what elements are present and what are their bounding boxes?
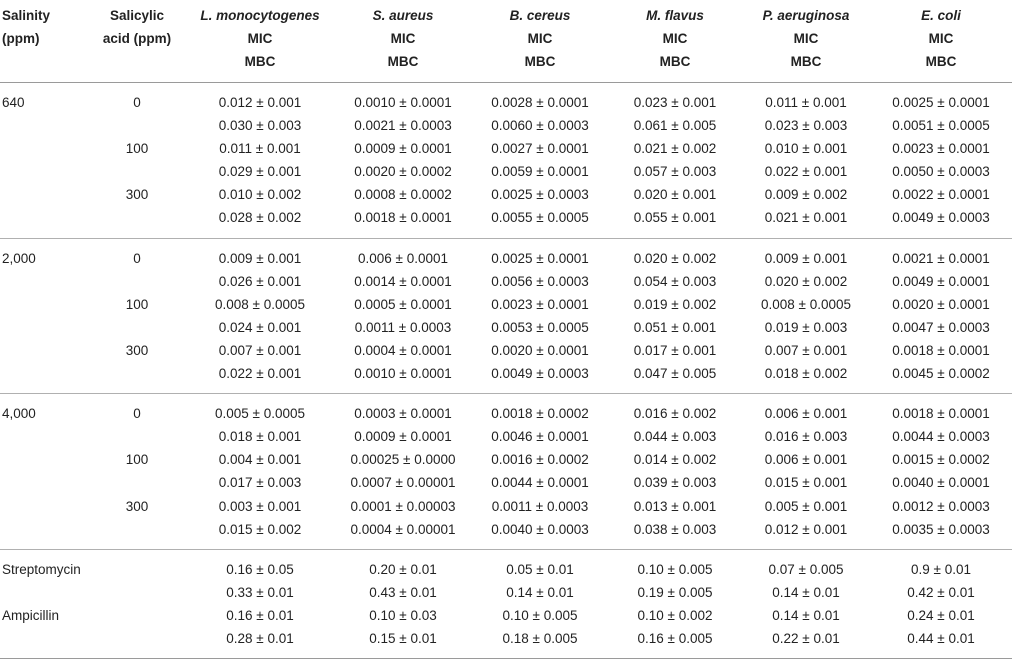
species-header: L. monocytogenes MIC MBC [200,8,320,69]
value-cell: 0.008 ± 0.0005 [761,296,851,312]
salinity-cell [0,316,88,339]
value-cell: 0.0008 ± 0.0002 [354,187,452,203]
acid-header: Salicylic acid (ppm) [102,8,172,46]
salinity-cell [0,362,88,394]
value-cell: 0.010 ± 0.001 [764,141,848,157]
salinity-cell [0,425,88,448]
value-cell: 0.0004 ± 0.0001 [354,342,452,358]
value-cell: 0.019 ± 0.002 [633,296,717,312]
value-cell: 0.061 ± 0.005 [633,118,717,134]
value-cell: 0.047 ± 0.005 [633,366,717,382]
acid-cell [88,316,186,339]
value-cell: 0.016 ± 0.003 [764,429,848,445]
salinity-cell [0,293,88,316]
value-cell: 0.16 ± 0.05 [226,561,294,577]
value-cell: 0.024 ± 0.001 [218,319,302,335]
value-cell: 0.006 ± 0.001 [764,452,848,468]
value-cell: 0.43 ± 0.01 [369,584,437,600]
value-cell: 0.0003 ± 0.0001 [354,406,452,422]
value-cell: 0.009 ± 0.001 [764,250,848,266]
value-cell: 0.0018 ± 0.0001 [354,210,452,226]
acid-cell: 0 [133,95,141,110]
acid-cell [88,114,186,137]
value-cell: 0.0020 ± 0.0001 [491,342,589,358]
value-cell: 0.0010 ± 0.0001 [354,366,452,382]
table-row [0,238,1012,270]
value-cell: 0.020 ± 0.002 [633,250,717,266]
value-cell: 0.07 ± 0.005 [768,561,844,577]
salinity-cell: 2,000 [2,250,36,266]
value-cell: 0.021 ± 0.001 [764,210,848,226]
salinity-cell [0,160,88,183]
value-cell: 0.19 ± 0.005 [637,584,713,600]
value-cell: 0.009 ± 0.002 [764,187,848,203]
value-cell: 0.0015 ± 0.0002 [892,452,990,468]
acid-cell: 100 [125,452,149,468]
value-cell: 0.018 ± 0.002 [764,366,848,382]
table-row [0,394,1012,426]
salinity-cell [0,471,88,494]
value-cell: 0.20 ± 0.01 [369,561,437,577]
value-cell: 0.16 ± 0.005 [637,630,713,646]
value-cell: 0.005 ± 0.001 [764,498,848,514]
value-cell: 0.9 ± 0.01 [911,561,971,577]
salinity-cell [0,518,88,550]
value-cell: 0.0021 ± 0.0001 [892,250,990,266]
value-cell: 0.0045 ± 0.0002 [892,366,990,382]
value-cell: 0.030 ± 0.003 [218,118,302,134]
acid-cell: 100 [125,141,149,157]
value-cell: 0.0053 ± 0.0005 [491,319,589,335]
acid-cell: 300 [125,342,149,358]
value-cell: 0.013 ± 0.001 [633,498,717,514]
value-cell: 0.051 ± 0.001 [633,319,717,335]
value-cell: 0.0047 ± 0.0003 [892,319,990,335]
header-row [0,0,1012,83]
value-cell: 0.017 ± 0.001 [633,342,717,358]
value-cell: 0.0049 ± 0.0003 [892,210,990,226]
value-cell: 0.0060 ± 0.0003 [491,118,589,134]
value-cell: 0.007 ± 0.001 [218,342,302,358]
value-cell: 0.42 ± 0.01 [907,584,975,600]
value-cell: 0.022 ± 0.001 [764,164,848,180]
value-cell: 0.029 ± 0.001 [218,164,302,180]
value-cell: 0.0044 ± 0.0003 [892,429,990,445]
value-cell: 0.039 ± 0.003 [633,475,717,491]
value-cell: 0.006 ± 0.001 [764,406,848,422]
value-cell: 0.18 ± 0.005 [502,630,578,646]
acid-cell [88,270,186,293]
acid-cell: 300 [125,187,149,203]
value-cell: 0.023 ± 0.003 [764,118,848,134]
value-cell: 0.0028 ± 0.0001 [491,95,589,110]
value-cell: 0.0025 ± 0.0003 [491,187,589,203]
value-cell: 0.33 ± 0.01 [226,584,294,600]
value-cell: 0.011 ± 0.001 [219,141,301,157]
value-cell: 0.14 ± 0.01 [772,584,840,600]
value-cell: 0.0027 ± 0.0001 [491,141,589,157]
value-cell: 0.0021 ± 0.0003 [354,118,452,134]
value-cell: 0.026 ± 0.001 [218,273,302,289]
value-cell: 0.017 ± 0.003 [218,475,302,491]
value-cell: 0.057 ± 0.003 [633,164,717,180]
value-cell: 0.0055 ± 0.0005 [491,210,589,226]
value-cell: 0.0040 ± 0.0003 [491,521,589,537]
value-cell: 0.019 ± 0.003 [764,319,848,335]
value-cell: 0.0014 ± 0.0001 [354,273,452,289]
table-row [0,339,1012,362]
table-row [0,495,1012,518]
drug-label: Ampicillin [2,607,60,623]
table-row [0,270,1012,293]
salinity-cell: 640 [2,95,25,110]
value-cell: 0.011 ± 0.001 [765,95,847,110]
value-cell: 0.0023 ± 0.0001 [892,141,990,157]
value-cell: 0.054 ± 0.003 [633,273,717,289]
value-cell: 0.023 ± 0.001 [633,95,717,110]
value-cell: 0.020 ± 0.001 [633,187,717,203]
value-cell: 0.0010 ± 0.0001 [354,95,452,110]
value-cell: 0.14 ± 0.01 [506,584,574,600]
value-cell: 0.008 ± 0.0005 [215,296,305,312]
value-cell: 0.009 ± 0.001 [218,250,302,266]
value-cell: 0.012 ± 0.001 [764,521,848,537]
salinity-cell [0,270,88,293]
species-header: E. coli MIC MBC [921,8,961,69]
value-cell: 0.0056 ± 0.0003 [491,273,589,289]
value-cell: 0.018 ± 0.001 [218,429,302,445]
value-cell: 0.10 ± 0.03 [369,607,437,623]
table-row [0,581,1012,604]
table-row [0,604,1012,627]
value-cell: 0.004 ± 0.001 [218,452,302,468]
value-cell: 0.006 ± 0.0001 [358,250,448,266]
drug-label: Streptomycin [2,561,81,577]
table-row [0,471,1012,494]
table-row [0,316,1012,339]
value-cell: 0.0025 ± 0.0001 [491,250,589,266]
value-cell: 0.021 ± 0.002 [633,141,717,157]
value-cell: 0.05 ± 0.01 [506,561,574,577]
value-cell: 0.0001 ± 0.00003 [350,498,456,514]
table-row [0,425,1012,448]
salinity-header: Salinity (ppm) [2,8,51,46]
value-cell: 0.020 ± 0.002 [764,273,848,289]
table-group [0,394,1012,550]
value-cell: 0.055 ± 0.001 [633,210,717,226]
table-row [0,362,1012,394]
species-header: P. aeruginosa MIC MBC [762,8,850,69]
species-header: M. flavus MIC MBC [646,8,704,69]
value-cell: 0.038 ± 0.003 [633,521,717,537]
table-row [0,549,1012,581]
value-cell: 0.044 ± 0.003 [633,429,717,445]
value-cell: 0.0035 ± 0.0003 [892,521,990,537]
value-cell: 0.0011 ± 0.0003 [491,498,589,514]
table-group [0,238,1012,394]
salinity-cell [0,339,88,362]
acid-cell: 100 [125,296,149,312]
value-cell: 0.0011 ± 0.0003 [354,319,452,335]
value-cell: 0.003 ± 0.001 [218,498,302,514]
value-cell: 0.14 ± 0.01 [772,607,840,623]
species-header: B. cereus MIC MBC [509,8,571,69]
value-cell: 0.016 ± 0.002 [633,406,717,422]
value-cell: 0.015 ± 0.001 [764,475,848,491]
acid-cell: 300 [125,498,149,514]
value-cell: 0.0051 ± 0.0005 [892,118,990,134]
value-cell: 0.0040 ± 0.0001 [892,475,990,491]
value-cell: 0.0018 ± 0.0001 [892,406,990,422]
table-row [0,114,1012,137]
value-cell: 0.0007 ± 0.00001 [350,475,456,491]
drug-label [0,627,186,659]
value-cell: 0.0059 ± 0.0001 [491,164,589,180]
table-row [0,83,1012,115]
value-cell: 0.007 ± 0.001 [764,342,848,358]
table-row [0,448,1012,471]
salinity-cell: 4,000 [2,406,36,422]
acid-cell [88,206,186,238]
value-cell: 0.10 ± 0.002 [637,607,713,623]
value-cell: 0.0012 ± 0.0003 [892,498,990,514]
value-cell: 0.0009 ± 0.0001 [354,429,452,445]
salinity-cell [0,206,88,238]
value-cell: 0.0050 ± 0.0003 [892,164,990,180]
value-cell: 0.15 ± 0.01 [369,630,437,646]
table-row [0,183,1012,206]
value-cell: 0.10 ± 0.005 [637,561,713,577]
value-cell: 0.012 ± 0.001 [218,95,302,110]
value-cell: 0.0009 ± 0.0001 [354,141,452,157]
value-cell: 0.022 ± 0.001 [218,366,302,382]
table-row [0,293,1012,316]
value-cell: 0.0016 ± 0.0002 [491,452,589,468]
value-cell: 0.16 ± 0.01 [226,607,294,623]
table-row [0,206,1012,238]
table-row [0,160,1012,183]
value-cell: 0.24 ± 0.01 [907,607,975,623]
acid-cell: 0 [133,406,141,422]
acid-cell [88,425,186,448]
value-cell: 0.28 ± 0.01 [226,630,294,646]
value-cell: 0.0018 ± 0.0002 [491,406,589,422]
value-cell: 0.005 ± 0.0005 [215,406,305,422]
value-cell: 0.0004 ± 0.00001 [350,521,456,537]
table-group [0,549,1012,658]
species-header: S. aureus MIC MBC [372,8,434,69]
table-row [0,518,1012,550]
acid-cell [88,518,186,550]
value-cell: 0.22 ± 0.01 [772,630,840,646]
salinity-cell [0,448,88,471]
table-row [0,627,1012,659]
value-cell: 0.0049 ± 0.0001 [892,273,990,289]
value-cell: 0.44 ± 0.01 [907,630,975,646]
value-cell: 0.00025 ± 0.0000 [350,452,456,468]
value-cell: 0.0005 ± 0.0001 [354,296,452,312]
value-cell: 0.015 ± 0.002 [218,521,302,537]
value-cell: 0.0023 ± 0.0001 [491,296,589,312]
value-cell: 0.0018 ± 0.0001 [892,342,990,358]
salinity-cell [0,495,88,518]
value-cell: 0.0046 ± 0.0001 [491,429,589,445]
drug-label [0,581,186,604]
value-cell: 0.028 ± 0.002 [218,210,302,226]
table-group [0,83,1012,239]
salinity-cell [0,114,88,137]
value-cell: 0.010 ± 0.002 [218,187,302,203]
acid-cell [88,362,186,394]
value-cell: 0.0049 ± 0.0003 [491,366,589,382]
value-cell: 0.0044 ± 0.0001 [491,475,589,491]
acid-cell [88,160,186,183]
acid-cell: 0 [133,250,141,266]
value-cell: 0.0025 ± 0.0001 [892,95,990,110]
value-cell: 0.0020 ± 0.0001 [892,296,990,312]
value-cell: 0.0020 ± 0.0002 [354,164,452,180]
salinity-cell [0,183,88,206]
value-cell: 0.10 ± 0.005 [502,607,578,623]
salinity-cell [0,137,88,160]
acid-cell [88,471,186,494]
value-cell: 0.014 ± 0.002 [633,452,717,468]
value-cell: 0.0022 ± 0.0001 [892,187,990,203]
table-row [0,137,1012,160]
